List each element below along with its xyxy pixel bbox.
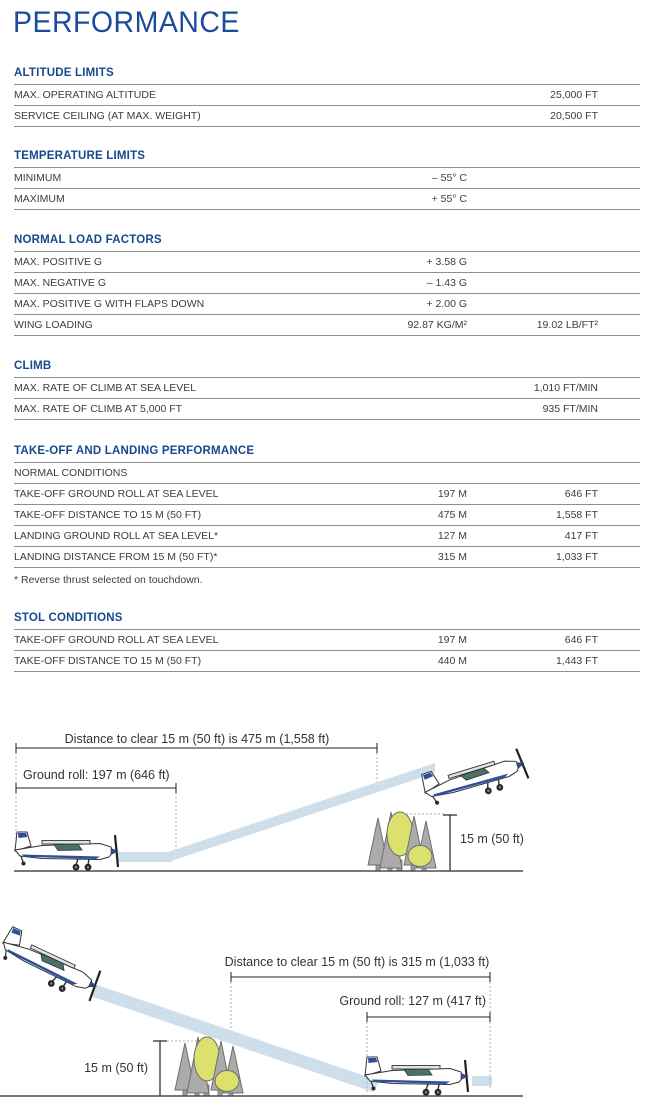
table-row [14,378,640,399]
trees-icon [368,812,436,871]
landing-rollout-path [472,1076,492,1086]
row-label: NORMAL CONDITIONS [14,467,128,479]
footnote: * Reverse thrust selected on touchdown. [14,574,203,586]
row-label: MAXIMUM [14,193,65,205]
table-row [14,106,640,127]
table-row [14,463,640,484]
row-value-imperial: 417 FT [564,530,598,542]
row-value-imperial: 1,443 FT [555,655,598,667]
row-label: TAKE-OFF GROUND ROLL AT SEA LEVEL [14,488,219,500]
airplane-airborne-icon [420,745,530,812]
row-value-imperial: 20,500 FT [550,110,598,122]
row-value-metric: – 55° C [431,172,467,184]
section-temperature-limits [14,150,640,210]
table-row [14,273,640,294]
airplane-descending-icon [0,926,104,1005]
section-title: STOL CONDITIONS [14,612,640,630]
row-value-imperial: 19.02 LB/FT² [536,319,598,331]
row-value-imperial: 1,558 FT [555,509,598,521]
row-label: TAKE-OFF GROUND ROLL AT SEA LEVEL [14,634,219,646]
takeoff-obstacle-label: 15 m (50 ft) [460,832,524,846]
section-title: ALTITUDE LIMITS [14,67,640,85]
table-row [14,547,640,568]
table-row [14,399,640,420]
row-label: TAKE-OFF DISTANCE TO 15 M (50 FT) [14,509,202,521]
landing-obstacle-measure [153,1041,167,1096]
row-label: MAX. RATE OF CLIMB AT 5,000 FT [14,403,183,415]
trees-icon [175,1037,243,1096]
landing-obstacle-label: 15 m (50 ft) [84,1061,148,1075]
table-row [14,294,640,315]
row-label: TAKE-OFF DISTANCE TO 15 M (50 FT) [14,655,202,667]
table-row [14,484,640,505]
landing-groundroll-dimension-line [367,1012,490,1022]
table-row [14,651,640,672]
row-label: LANDING GROUND ROLL AT SEA LEVEL* [14,530,219,542]
takeoff-runway-path [118,852,172,862]
row-label: SERVICE CEILING (AT MAX. WEIGHT) [14,110,201,122]
section-title: TAKE-OFF AND LANDING PERFORMANCE [14,445,640,463]
landing-diagram [0,926,523,1096]
row-label: MAX. POSITIVE G WITH FLAPS DOWN [14,298,205,310]
row-value-metric: + 2.00 G [426,298,467,310]
row-label: MAX. NEGATIVE G [14,277,106,289]
landing-distance-dimension-line [231,972,490,982]
section-takeoff-landing-performance [14,445,640,586]
takeoff-diagram [14,732,530,871]
takeoff-distance-label: Distance to clear 15 m (50 ft) is 475 m (1,558 ft) [64,732,330,746]
takeoff-groundroll-label: Ground roll: 197 m (646 ft) [23,768,170,782]
performance-diagrams [0,715,654,1117]
row-value-imperial: 1,010 FT/MIN [533,382,598,394]
row-value-metric: 127 M [437,530,467,542]
section-altitude-limits [14,67,640,127]
section-title: CLIMB [14,360,640,378]
row-label: LANDING DISTANCE FROM 15 M (50 FT)* [14,551,218,563]
table-row [14,189,640,210]
row-label: WING LOADING [14,319,93,331]
table-row [14,85,640,106]
row-value-imperial: 1,033 FT [555,551,598,563]
table-row [14,630,640,651]
section-climb [14,360,640,420]
row-value-imperial: 646 FT [564,634,598,646]
table-row [14,505,640,526]
section-title: TEMPERATURE LIMITS [14,150,640,168]
row-label: MAX. POSITIVE G [14,256,103,268]
row-value-metric: 440 M [437,655,467,667]
row-value-metric: – 1.43 G [426,277,467,289]
row-value-metric: 475 M [437,509,467,521]
landing-groundroll-label: Ground roll: 127 m (417 ft) [339,994,486,1008]
row-value-metric: 197 M [437,634,467,646]
row-value-metric: + 3.58 G [426,256,467,268]
page-title: PERFORMANCE [13,6,240,39]
table-row [14,168,640,189]
row-label: MAX. RATE OF CLIMB AT SEA LEVEL [14,382,197,394]
table-row [14,315,640,336]
row-value-metric: + 55° C [431,193,467,205]
row-value-imperial: 935 FT/MIN [542,403,598,415]
row-value-imperial: 646 FT [564,488,598,500]
row-label: MAX. OPERATING ALTITUDE [14,89,156,101]
section-normal-load-factors [14,234,640,336]
row-value-metric: 197 M [437,488,467,500]
row-value-imperial: 25,000 FT [550,89,598,101]
table-row [14,526,640,547]
row-value-metric: 315 M [437,551,467,563]
takeoff-groundroll-dimension-line [16,783,176,793]
section-stol-conditions [14,612,640,672]
airplane-ground-icon [15,832,118,871]
section-title: NORMAL LOAD FACTORS [14,234,640,252]
landing-distance-label: Distance to clear 15 m (50 ft) is 315 m (1,033 ft) [224,955,490,969]
takeoff-obstacle-measure [443,815,457,871]
airplane-ground-icon [365,1057,468,1096]
table-row [14,252,640,273]
row-value-metric: 92.87 KG/M² [407,319,467,331]
row-label: MINIMUM [14,172,62,184]
